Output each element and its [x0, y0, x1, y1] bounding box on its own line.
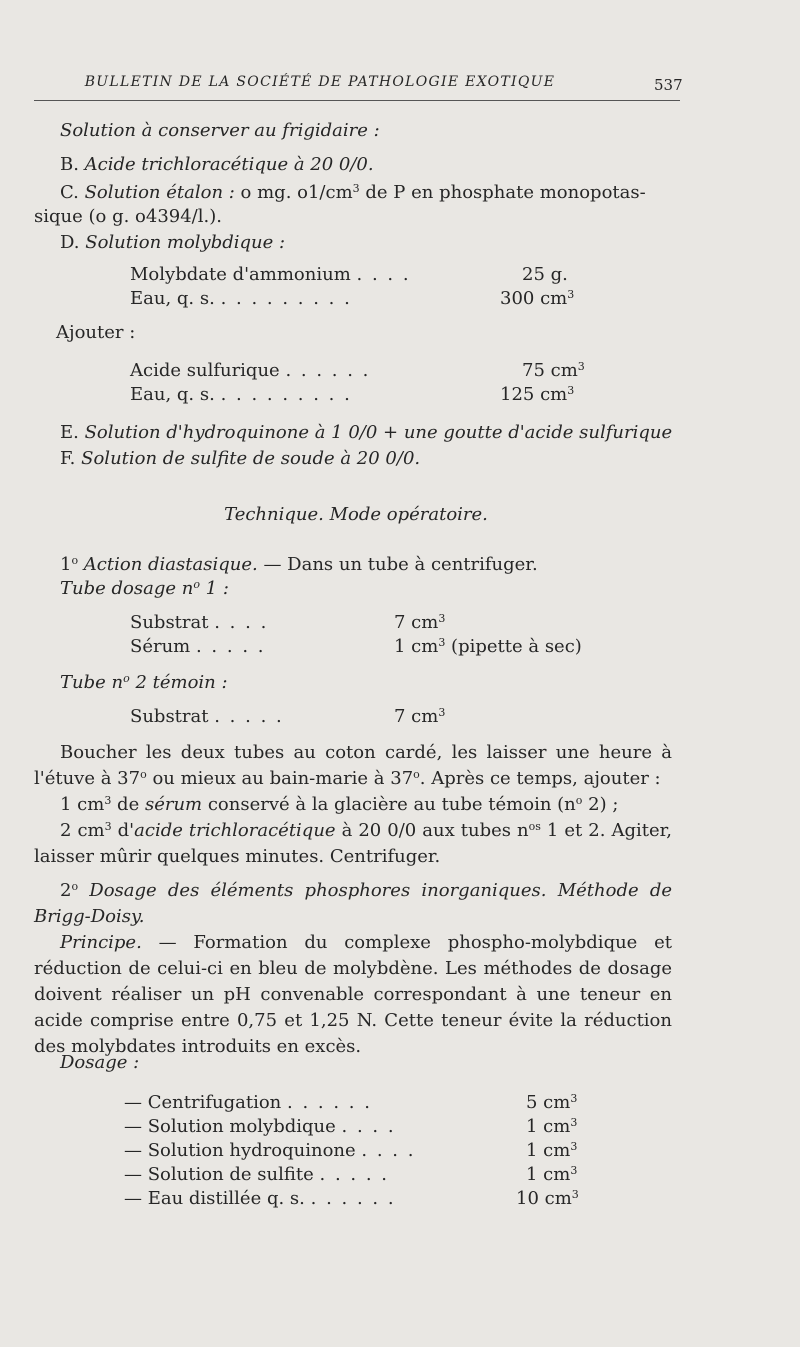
dosage-hydroquinone-label: — Solution hydroquinone . . . . [124, 1140, 416, 1161]
recipe-acide-value: 75 $cm^3$ [522, 360, 585, 381]
step-1: 1$^o$ Action diastasique. — Dans un tube à centrifuger. [60, 554, 538, 575]
line-f: F. Solution de sulfite de soude à 20 0/0. [60, 448, 421, 469]
recipe-eau1-value: 300 $cm^3$ [500, 288, 575, 309]
tube1-substrat-value: 7 $cm^3$ [394, 612, 446, 633]
line-conserver: Solution à conserver au frigidaire : [60, 120, 380, 141]
tube2-substrat-value: 7 $cm^3$ [394, 706, 446, 727]
paragraph-principe: Principe. — Formation du complexe phospho-molybdique et réduction de celui-ci en bleu de molybdène. Les méthodes de dosage doivent réaliser un pH convenable correspondant à une teneur en acide comprise entre 0,75 et 1,25 N. Cette teneur évite la réduction des molybdates introduits en excès. [34, 932, 672, 1057]
line-e: E. Solution d'hydroquinone à 1 0/0 + une goutte d'acide sulfurique [60, 422, 673, 443]
tube-1-title: Tube dosage $n^o$ 1 : [60, 578, 229, 599]
recipe-molybdate-value: 25 g. [522, 264, 568, 285]
dosage-sulfite-label: — Solution de sulfite . . . . . [124, 1164, 389, 1185]
line-d: D. Solution molybdique : [60, 232, 286, 253]
tube1-substrat-label: Substrat . . . . [130, 612, 269, 633]
dosage-molybdique-value: 1 $cm^3$ [526, 1116, 578, 1137]
tube1-serum-label: Sérum . . . . . [130, 636, 266, 657]
dosage-eau-label: — Eau distillée q. s. . . . . . . [124, 1188, 396, 1209]
section-title: Technique. Mode opératoire. [224, 504, 488, 525]
dosage-hydroquinone-value: 1 $cm^3$ [526, 1140, 578, 1161]
line-b: B. Acide trichloracétique à 20 0/0. [60, 154, 374, 175]
recipe-molybdate-label: Molybdate d'ammonium . . . . [130, 264, 411, 285]
dosage-centrifugation-label: — Centrifugation . . . . . . [124, 1092, 372, 1113]
line-c: C. Solution étalon : o mg. $o1/cm^3$ de P en phosphate monopotas- [60, 182, 646, 203]
line-ajouter: Ajouter : [56, 322, 136, 343]
dosage-sulfite-value: 1 $cm^3$ [526, 1164, 578, 1185]
dosage-molybdique-label: — Solution molybdique . . . . [124, 1116, 396, 1137]
paragraph-boucher: Boucher les deux tubes au coton cardé, les laisser une heure à l'étuve à 37$^o$ ou mieux au bain-marie à 37$^o$. Après ce temps, ajouter : 1 $cm^3$ de sérum conservé à la glacière au tube témoin ($n^o$ 2) ; 2 $cm^3$ d'acide trichloracétique à 20 0/0 aux tubes $n^{os}$ 1 et 2. Agiter, laisser mûrir quelques minutes. Centrifuger. [34, 742, 672, 867]
tube-2-title: Tube $n^o$ 2 témoin : [60, 672, 228, 693]
recipe-eau1-label: Eau, q. s. . . . . . . . . . [130, 288, 352, 309]
tube2-substrat-label: Substrat . . . . . [130, 706, 284, 727]
dosage-eau-value: 10 $cm^3$ [516, 1188, 579, 1209]
recipe-eau2-label: Eau, q. s. . . . . . . . . . [130, 384, 352, 405]
recipe-acide-label: Acide sulfurique . . . . . . [130, 360, 371, 381]
running-header: BULLETIN DE LA SOCIÉTÉ DE PATHOLOGIE EXOTIQUE [84, 74, 556, 90]
dosage-centrifugation-value: 5 $cm^3$ [526, 1092, 578, 1113]
recipe-eau2-value: 125 $cm^3$ [500, 384, 575, 405]
line-c-cont: sique (o g. o4394/l.). [34, 206, 222, 227]
step-2: 2$^o$ Dosage des éléments phosphores inorganiques. Méthode de Brigg-Doisy. [34, 880, 672, 927]
dosage-title: Dosage : [60, 1052, 140, 1073]
header-rule [34, 100, 680, 101]
tube1-serum-value: 1 $cm^3$ (pipette à sec) [394, 636, 582, 657]
page-number: 537 [654, 76, 683, 94]
